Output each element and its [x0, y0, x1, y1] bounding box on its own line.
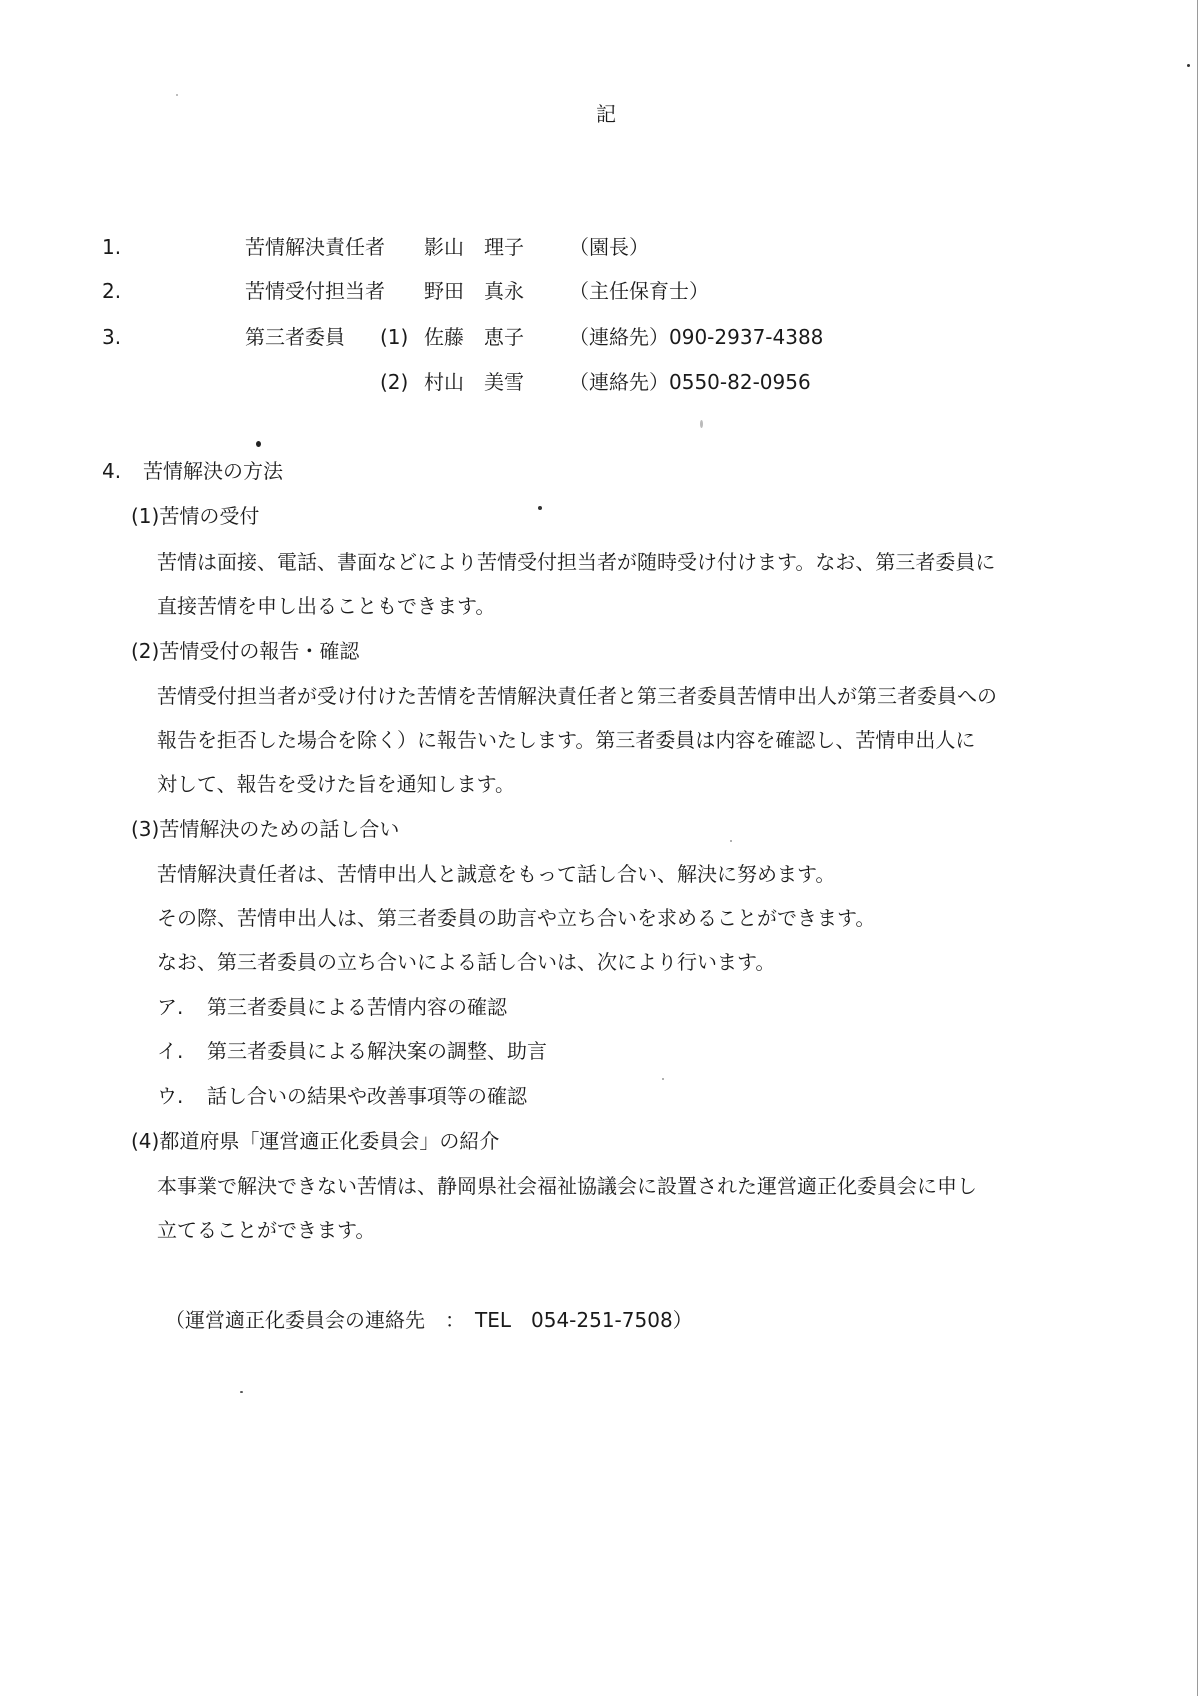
step-item	[157, 993, 757, 1021]
item-person-name: 影山 理子	[424, 235, 524, 259]
scan-speck	[730, 840, 732, 842]
page-edge	[1197, 0, 1198, 1696]
paragraph-line: 苦情は面接、電話、書面などにより苦情受付担当者が随時受け付けます。なお、第三者委員に	[157, 550, 996, 574]
item-reception-person	[102, 277, 802, 305]
section-4-heading	[102, 457, 283, 485]
subsection-3-title: (3)苦情解決のための話し合い	[131, 817, 400, 841]
scan-speck	[256, 441, 261, 447]
scan-speck	[662, 1078, 664, 1080]
step-text: 第三者委員による解決案の調整、助言	[207, 1039, 547, 1063]
item-role: （主任保育士）	[569, 279, 709, 303]
item-label: 苦情解決責任者	[245, 235, 385, 259]
scan-speck	[1187, 64, 1190, 67]
member-name: 村山 美雪	[424, 370, 524, 394]
member-name: 佐藤 恵子	[424, 325, 524, 349]
document-heading: 記	[596, 102, 616, 126]
committee-contact-line: （運営適正化委員会の連絡先 ： TEL 054-251-7508）	[165, 1308, 693, 1332]
member-index: (2)	[380, 370, 409, 394]
member-contact: （連絡先）090-2937-4388	[569, 325, 824, 349]
item-number: 3.	[102, 325, 122, 349]
item-number: 2.	[102, 279, 122, 303]
scan-speck	[240, 1391, 243, 1393]
item-responsible-person	[102, 233, 802, 261]
item-role: （園長）	[569, 235, 649, 259]
step-item	[157, 1037, 757, 1065]
paragraph-line: 対して、報告を受けた旨を通知します。	[157, 772, 515, 796]
item-third-party-committee	[102, 323, 902, 351]
item-label: 第三者委員	[245, 325, 345, 349]
scan-speck	[176, 94, 178, 96]
subsection-1-title: (1)苦情の受付	[131, 504, 260, 528]
item-number: 1.	[102, 235, 122, 259]
scan-speck	[700, 420, 703, 428]
paragraph-line: 立てることができます。	[157, 1218, 376, 1242]
section-title: 苦情解決の方法	[143, 459, 283, 483]
paragraph-line: その際、苦情申出人は、第三者委員の助言や立ち合いを求めることができます。	[157, 906, 876, 930]
paragraph-line: 苦情解決責任者は、苦情申出人と誠意をもって話し合い、解決に努めます。	[157, 862, 836, 886]
subsection-2-title: (2)苦情受付の報告・確認	[131, 639, 360, 663]
member-index: (1)	[380, 325, 409, 349]
paragraph-line: 本事業で解決できない苦情は、静岡県社会福祉協議会に設置された運営適正化委員会に申し	[157, 1174, 977, 1198]
item-label: 苦情受付担当者	[245, 279, 385, 303]
step-marker: ア.	[157, 995, 184, 1019]
paragraph-line: 苦情受付担当者が受け付けた苦情を苦情解決責任者と第三者委員苦情申出人が第三者委員への	[157, 684, 997, 708]
step-text: 第三者委員による苦情内容の確認	[207, 995, 507, 1019]
step-text: 話し合いの結果や改善事項等の確認	[207, 1084, 527, 1108]
scan-speck	[538, 506, 542, 510]
step-item	[157, 1082, 757, 1110]
section-number: 4.	[102, 459, 122, 483]
item-third-party-member-2	[102, 368, 902, 396]
paragraph-line: 直接苦情を申し出ることもできます。	[157, 594, 496, 618]
member-contact: （連絡先）0550-82-0956	[569, 370, 811, 394]
step-marker: ウ.	[157, 1084, 184, 1108]
subsection-4-title: (4)都道府県「運営適正化委員会」の紹介	[131, 1129, 500, 1153]
step-marker: イ.	[157, 1039, 184, 1063]
paragraph-line: なお、第三者委員の立ち合いによる話し合いは、次により行います。	[157, 950, 776, 974]
paragraph-line: 報告を拒否した場合を除く）に報告いたします。第三者委員は内容を確認し、苦情申出人に	[157, 728, 976, 752]
item-person-name: 野田 真永	[424, 279, 524, 303]
